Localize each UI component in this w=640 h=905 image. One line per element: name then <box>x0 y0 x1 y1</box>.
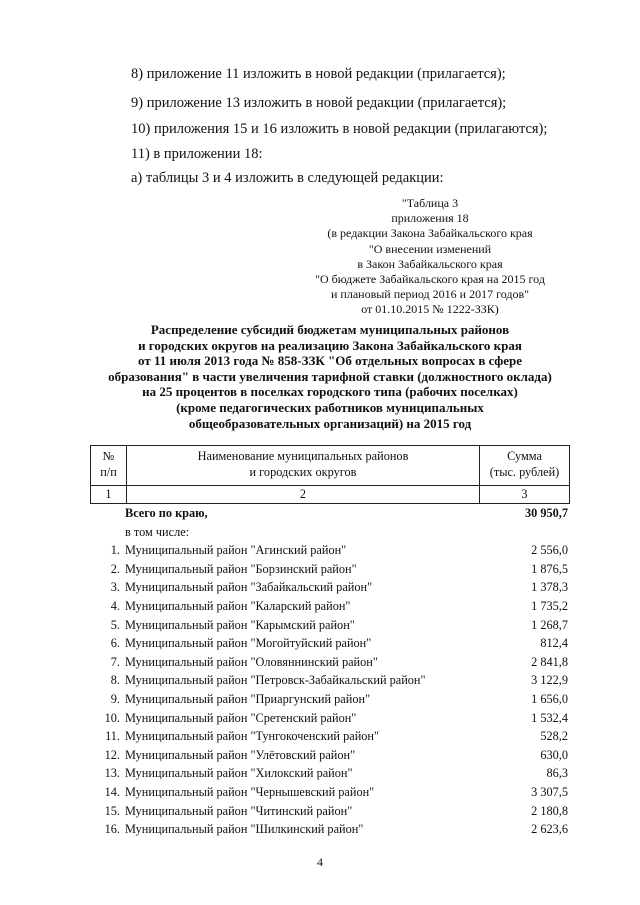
title-line: Распределение субсидий бюджетам муниципальных районов <box>150 322 510 337</box>
subsidy-amount: 2 841,8 <box>531 654 568 669</box>
table-row <box>90 560 570 579</box>
district-name: Муниципальный район "Улётовский район" <box>125 747 356 762</box>
row-number: 4. <box>110 598 120 613</box>
district-name: Муниципальный район "Чернышевский район" <box>125 784 375 799</box>
header-num-sublabel: п/п <box>100 465 117 479</box>
subsidy-amount: 1 378,3 <box>531 580 568 595</box>
row-number: 16. <box>104 822 120 837</box>
table-row <box>90 709 570 728</box>
header-sum-label: Сумма <box>507 449 542 463</box>
district-name: Муниципальный район "Хилокский район" <box>125 766 353 781</box>
total-value: 30 950,7 <box>524 506 568 520</box>
district-name: Муниципальный район "Агинский район" <box>125 543 347 558</box>
district-name: Муниципальный район "Забайкальский район" <box>125 580 373 595</box>
total-label: Всего по краю, <box>125 506 208 520</box>
table-row <box>90 578 570 597</box>
paragraph-item-11: 11) в приложении 18: <box>131 146 263 162</box>
table-row <box>90 727 570 746</box>
subsidy-amount: 86,3 <box>546 766 568 781</box>
column-number: 1 <box>91 486 127 503</box>
row-number: 9. <box>110 691 120 706</box>
subsidy-amount: 2 180,8 <box>531 803 568 818</box>
subsidy-amount: 3 122,9 <box>531 673 568 688</box>
ref-line: "О бюджете Забайкальского края на 2015 год <box>315 272 545 287</box>
header-sum-cell <box>480 446 569 485</box>
page-number: 4 <box>317 855 323 869</box>
district-name: Муниципальный район "Борзинский район" <box>125 561 357 576</box>
table-row <box>90 746 570 765</box>
row-number: 1. <box>110 543 120 558</box>
subsidy-amount: 1 268,7 <box>531 617 568 632</box>
table-row <box>90 690 570 709</box>
header-sum-sublabel: (тыс. рублей) <box>489 465 560 479</box>
row-number: 3. <box>110 580 120 595</box>
district-name: Муниципальный район "Карымский район" <box>125 617 355 632</box>
subsidy-amount: 1 735,2 <box>531 598 568 613</box>
district-name: Муниципальный район "Оловяннинский район" <box>125 654 378 669</box>
table-row <box>90 820 570 839</box>
ref-line: приложения 18 <box>391 211 469 226</box>
paragraph-item-10: 10) приложения 15 и 16 изложить в новой редакции (прилагаются); <box>131 121 548 137</box>
district-name: Муниципальный район "Каларский район" <box>125 598 351 613</box>
column-number-row <box>90 485 570 504</box>
document-title <box>100 322 560 431</box>
including-label: в том числе: <box>125 524 190 539</box>
column-number: 2 <box>127 486 480 503</box>
subsidy-amount: 2 556,0 <box>531 543 568 558</box>
table-row <box>90 783 570 802</box>
district-name: Муниципальный район "Шилкинский район" <box>125 822 364 837</box>
table-row <box>90 616 570 635</box>
ref-line: (в редакции Закона Забайкальского края <box>327 226 533 241</box>
header-name-cell <box>127 446 480 485</box>
table-header-row <box>90 445 570 485</box>
total-row <box>90 504 570 523</box>
row-number: 5. <box>110 617 120 632</box>
ref-line: в Закон Забайкальского края <box>357 256 503 271</box>
title-line: на 25 процентов в поселках городского типа (рабочих поселках) <box>142 384 518 400</box>
paragraph-item-9: 9) приложение 13 изложить в новой редакции (прилагается); <box>131 95 507 111</box>
table-row <box>90 597 570 616</box>
row-number: 10. <box>104 710 120 725</box>
ref-line: "Таблица 3 <box>401 196 459 210</box>
subsidy-amount: 2 623,6 <box>531 822 568 837</box>
header-num-cell <box>91 446 127 485</box>
table-row <box>90 634 570 653</box>
district-name: Муниципальный район "Петровск-Забайкальский район" <box>125 673 426 688</box>
subsidy-amount: 812,4 <box>540 636 568 651</box>
row-number: 7. <box>110 654 120 669</box>
row-number: 15. <box>104 803 120 818</box>
row-number: 2. <box>110 561 120 576</box>
title-line: общеобразовательных организаций) на 2015 год <box>188 415 472 431</box>
subsidy-table <box>90 445 570 839</box>
ref-line: и плановый период 2016 и 2017 годов" <box>330 287 530 302</box>
subsidy-amount: 630,0 <box>540 747 568 762</box>
table-row <box>90 653 570 672</box>
row-number: 12. <box>104 747 120 762</box>
column-number: 3 <box>521 487 528 501</box>
ref-line: "О внесении изменений <box>368 241 492 256</box>
district-rows <box>90 541 570 839</box>
table-row <box>90 764 570 783</box>
title-line: (кроме педагогических работников муниципальных <box>176 399 484 415</box>
header-num-label: № <box>102 449 115 463</box>
table-row <box>90 671 570 690</box>
district-name: Муниципальный район "Приаргунский район" <box>125 691 371 706</box>
header-name-label: Наименование муниципальных районов <box>197 449 409 463</box>
row-number: 8. <box>110 673 120 688</box>
title-line: образования" в части увеличения тарифной ставки (должностного оклада) <box>108 368 552 384</box>
row-number: 14. <box>104 784 120 799</box>
row-number: 11. <box>105 729 120 744</box>
table-reference-header <box>300 196 560 318</box>
paragraph-item-8: 8) приложение 11 изложить в новой редакции (прилагается); <box>131 66 506 82</box>
header-name-sublabel: и городских округов <box>249 465 357 479</box>
paragraph-item-a: а) таблицы 3 и 4 изложить в следующей редакции: <box>131 170 444 186</box>
subsidy-amount: 528,2 <box>540 729 568 744</box>
district-name: Муниципальный район "Могойтуйский район" <box>125 636 372 651</box>
row-number: 13. <box>104 766 120 781</box>
title-line: от 11 июля 2013 года № 858-ЗЗК "Об отдельных вопросах в сфере <box>138 353 522 369</box>
row-number: 6. <box>110 636 120 651</box>
title-line: и городских округов на реализацию Закона Забайкальского края <box>138 337 522 353</box>
table-row <box>90 802 570 821</box>
district-name: Муниципальный район "Сретенский район" <box>125 710 357 725</box>
subsidy-amount: 3 307,5 <box>531 784 568 799</box>
district-name: Муниципальный район "Тунгокоченский район" <box>125 729 380 744</box>
including-row <box>90 523 570 542</box>
subsidy-amount: 1 532,4 <box>531 710 568 725</box>
district-name: Муниципальный район "Читинский район" <box>125 803 353 818</box>
subsidy-amount: 1 876,5 <box>531 561 568 576</box>
subsidy-amount: 1 656,0 <box>531 691 568 706</box>
table-row <box>90 541 570 560</box>
ref-line: от 01.10.2015 № 1222-ЗЗК) <box>361 302 499 317</box>
